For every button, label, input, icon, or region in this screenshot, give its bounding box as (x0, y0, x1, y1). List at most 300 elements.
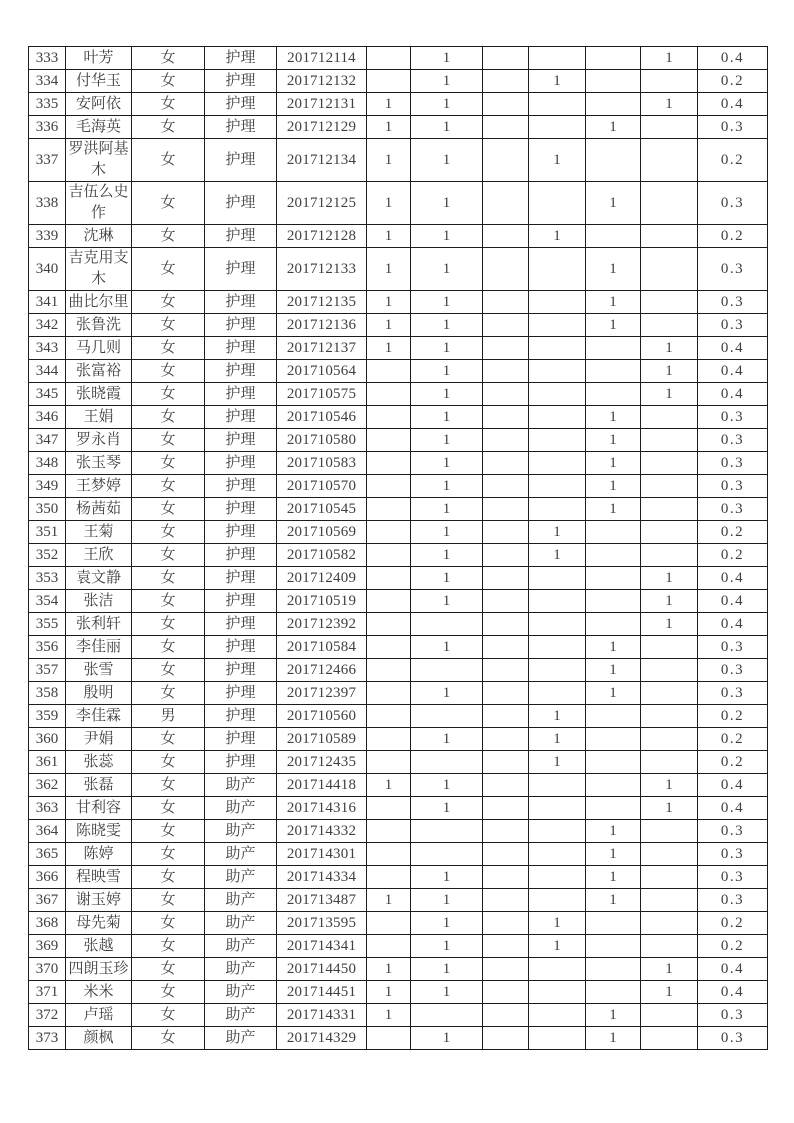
table-row (29, 866, 768, 889)
cell-mark-2: 1 (411, 521, 483, 544)
cell-mark-1 (367, 406, 411, 429)
cell-mark-5 (586, 225, 641, 248)
cell-name: 吉伍么史作 (66, 182, 132, 225)
cell-row-number: 368 (29, 912, 66, 935)
cell-name: 张越 (66, 935, 132, 958)
cell-name: 马几则 (66, 337, 132, 360)
cell-mark-3 (483, 544, 529, 567)
cell-mark-4: 1 (529, 521, 586, 544)
cell-name: 颜枫 (66, 1027, 132, 1050)
cell-major: 护理 (205, 337, 277, 360)
cell-name: 安阿依 (66, 93, 132, 116)
cell-mark-3 (483, 498, 529, 521)
cell-mark-1 (367, 567, 411, 590)
cell-row-number: 338 (29, 182, 66, 225)
cell-major: 护理 (205, 590, 277, 613)
cell-mark-3 (483, 182, 529, 225)
cell-name: 毛海英 (66, 116, 132, 139)
cell-mark-6 (641, 682, 698, 705)
cell-mark-1: 1 (367, 139, 411, 182)
cell-major: 护理 (205, 383, 277, 406)
cell-major: 护理 (205, 498, 277, 521)
cell-mark-2: 1 (411, 314, 483, 337)
cell-mark-1 (367, 751, 411, 774)
cell-mark-4: 1 (529, 935, 586, 958)
cell-mark-6 (641, 912, 698, 935)
cell-mark-2: 1 (411, 866, 483, 889)
cell-mark-3 (483, 935, 529, 958)
cell-mark-2 (411, 659, 483, 682)
cell-mark-6 (641, 935, 698, 958)
cell-score: 0.3 (698, 1004, 768, 1027)
roster-table (28, 46, 768, 1050)
cell-name: 罗永肖 (66, 429, 132, 452)
cell-mark-2: 1 (411, 475, 483, 498)
cell-student-id: 201710584 (277, 636, 367, 659)
cell-mark-5: 1 (586, 636, 641, 659)
cell-row-number: 348 (29, 452, 66, 475)
cell-mark-6 (641, 116, 698, 139)
cell-major: 护理 (205, 93, 277, 116)
cell-major: 助产 (205, 797, 277, 820)
cell-mark-5 (586, 705, 641, 728)
table-row (29, 182, 768, 225)
cell-mark-3 (483, 93, 529, 116)
cell-gender: 女 (132, 912, 205, 935)
cell-mark-5 (586, 567, 641, 590)
cell-major: 护理 (205, 567, 277, 590)
cell-mark-4 (529, 116, 586, 139)
cell-mark-3 (483, 429, 529, 452)
cell-gender: 女 (132, 248, 205, 291)
cell-mark-6 (641, 820, 698, 843)
cell-mark-1 (367, 360, 411, 383)
cell-mark-6 (641, 843, 698, 866)
cell-mark-6 (641, 636, 698, 659)
cell-student-id: 201710519 (277, 590, 367, 613)
cell-mark-1 (367, 498, 411, 521)
cell-mark-6: 1 (641, 360, 698, 383)
cell-name: 付华玉 (66, 70, 132, 93)
cell-row-number: 356 (29, 636, 66, 659)
cell-mark-3 (483, 314, 529, 337)
cell-score: 0.4 (698, 981, 768, 1004)
cell-mark-1 (367, 820, 411, 843)
cell-mark-2: 1 (411, 935, 483, 958)
cell-name: 沈琳 (66, 225, 132, 248)
cell-mark-4: 1 (529, 705, 586, 728)
cell-row-number: 372 (29, 1004, 66, 1027)
cell-mark-2: 1 (411, 590, 483, 613)
cell-major: 护理 (205, 751, 277, 774)
cell-mark-6 (641, 139, 698, 182)
cell-mark-6: 1 (641, 93, 698, 116)
cell-gender: 女 (132, 1027, 205, 1050)
cell-student-id: 201712409 (277, 567, 367, 590)
cell-mark-3 (483, 1004, 529, 1027)
table-row (29, 705, 768, 728)
cell-mark-5 (586, 935, 641, 958)
cell-mark-4 (529, 93, 586, 116)
cell-mark-1 (367, 843, 411, 866)
cell-mark-1: 1 (367, 1004, 411, 1027)
cell-mark-5: 1 (586, 452, 641, 475)
cell-gender: 女 (132, 360, 205, 383)
cell-name: 李佳丽 (66, 636, 132, 659)
cell-mark-4: 1 (529, 225, 586, 248)
table-row (29, 820, 768, 843)
cell-mark-3 (483, 452, 529, 475)
cell-student-id: 201712125 (277, 182, 367, 225)
cell-major: 助产 (205, 981, 277, 1004)
cell-major: 护理 (205, 182, 277, 225)
cell-mark-3 (483, 1027, 529, 1050)
cell-mark-2: 1 (411, 248, 483, 291)
cell-mark-5 (586, 912, 641, 935)
cell-major: 护理 (205, 682, 277, 705)
cell-mark-1: 1 (367, 958, 411, 981)
cell-row-number: 344 (29, 360, 66, 383)
cell-name: 卢瑶 (66, 1004, 132, 1027)
cell-mark-2: 1 (411, 636, 483, 659)
cell-mark-1 (367, 705, 411, 728)
cell-major: 护理 (205, 429, 277, 452)
cell-mark-3 (483, 958, 529, 981)
cell-student-id: 201710589 (277, 728, 367, 751)
cell-mark-3 (483, 475, 529, 498)
table-row (29, 567, 768, 590)
cell-mark-1 (367, 429, 411, 452)
cell-mark-2: 1 (411, 47, 483, 70)
table-row (29, 728, 768, 751)
cell-mark-5: 1 (586, 682, 641, 705)
cell-score: 0.3 (698, 659, 768, 682)
cell-mark-3 (483, 797, 529, 820)
cell-mark-2 (411, 751, 483, 774)
cell-gender: 女 (132, 521, 205, 544)
cell-mark-5 (586, 47, 641, 70)
cell-student-id: 201714451 (277, 981, 367, 1004)
cell-gender: 女 (132, 797, 205, 820)
cell-mark-1: 1 (367, 774, 411, 797)
cell-score: 0.3 (698, 248, 768, 291)
cell-mark-2: 1 (411, 544, 483, 567)
cell-mark-5: 1 (586, 866, 641, 889)
cell-gender: 女 (132, 751, 205, 774)
cell-major: 护理 (205, 406, 277, 429)
cell-name: 吉克用支木 (66, 248, 132, 291)
cell-mark-4: 1 (529, 728, 586, 751)
cell-mark-4 (529, 613, 586, 636)
cell-mark-5 (586, 590, 641, 613)
cell-row-number: 333 (29, 47, 66, 70)
cell-mark-6 (641, 659, 698, 682)
cell-row-number: 364 (29, 820, 66, 843)
table-row (29, 70, 768, 93)
cell-name: 米米 (66, 981, 132, 1004)
cell-mark-6 (641, 521, 698, 544)
table-row (29, 93, 768, 116)
cell-major: 助产 (205, 1027, 277, 1050)
cell-row-number: 371 (29, 981, 66, 1004)
cell-mark-5 (586, 360, 641, 383)
cell-mark-3 (483, 751, 529, 774)
cell-mark-2: 1 (411, 682, 483, 705)
cell-score: 0.2 (698, 935, 768, 958)
cell-mark-5 (586, 93, 641, 116)
cell-mark-1: 1 (367, 116, 411, 139)
cell-score: 0.2 (698, 912, 768, 935)
cell-student-id: 201710575 (277, 383, 367, 406)
cell-row-number: 373 (29, 1027, 66, 1050)
table-row (29, 337, 768, 360)
cell-score: 0.3 (698, 843, 768, 866)
cell-gender: 女 (132, 636, 205, 659)
cell-score: 0.4 (698, 567, 768, 590)
cell-score: 0.3 (698, 866, 768, 889)
cell-major: 护理 (205, 544, 277, 567)
cell-mark-5: 1 (586, 1027, 641, 1050)
cell-major: 助产 (205, 866, 277, 889)
cell-mark-4 (529, 659, 586, 682)
cell-score: 0.3 (698, 314, 768, 337)
table-row (29, 636, 768, 659)
cell-row-number: 367 (29, 889, 66, 912)
cell-student-id: 201710570 (277, 475, 367, 498)
cell-mark-2: 1 (411, 728, 483, 751)
cell-score: 0.4 (698, 613, 768, 636)
table-row (29, 406, 768, 429)
cell-student-id: 201714301 (277, 843, 367, 866)
table-row (29, 682, 768, 705)
cell-student-id: 201714332 (277, 820, 367, 843)
cell-mark-3 (483, 820, 529, 843)
cell-mark-2 (411, 1004, 483, 1027)
cell-score: 0.4 (698, 337, 768, 360)
cell-mark-3 (483, 116, 529, 139)
cell-student-id: 201714316 (277, 797, 367, 820)
cell-mark-4 (529, 182, 586, 225)
cell-mark-6: 1 (641, 797, 698, 820)
cell-student-id: 201710569 (277, 521, 367, 544)
cell-gender: 男 (132, 705, 205, 728)
cell-major: 护理 (205, 475, 277, 498)
cell-mark-4 (529, 383, 586, 406)
cell-student-id: 201714331 (277, 1004, 367, 1027)
cell-mark-2: 1 (411, 981, 483, 1004)
cell-name: 四朗玉珍 (66, 958, 132, 981)
cell-student-id: 201713487 (277, 889, 367, 912)
cell-mark-4: 1 (529, 139, 586, 182)
cell-mark-3 (483, 728, 529, 751)
cell-mark-5 (586, 728, 641, 751)
cell-score: 0.2 (698, 751, 768, 774)
cell-mark-6 (641, 182, 698, 225)
cell-gender: 女 (132, 116, 205, 139)
cell-mark-4: 1 (529, 544, 586, 567)
cell-mark-6: 1 (641, 958, 698, 981)
cell-student-id: 201714418 (277, 774, 367, 797)
cell-gender: 女 (132, 314, 205, 337)
cell-mark-5: 1 (586, 659, 641, 682)
cell-mark-4 (529, 452, 586, 475)
cell-row-number: 342 (29, 314, 66, 337)
cell-mark-5: 1 (586, 406, 641, 429)
cell-row-number: 370 (29, 958, 66, 981)
cell-row-number: 363 (29, 797, 66, 820)
cell-mark-5 (586, 337, 641, 360)
cell-row-number: 366 (29, 866, 66, 889)
cell-gender: 女 (132, 1004, 205, 1027)
cell-mark-5 (586, 797, 641, 820)
cell-mark-2: 1 (411, 889, 483, 912)
cell-mark-6 (641, 291, 698, 314)
cell-mark-4 (529, 337, 586, 360)
cell-mark-1 (367, 935, 411, 958)
cell-name: 叶芳 (66, 47, 132, 70)
cell-major: 护理 (205, 47, 277, 70)
cell-student-id: 201712435 (277, 751, 367, 774)
cell-score: 0.2 (698, 70, 768, 93)
cell-mark-5: 1 (586, 429, 641, 452)
cell-score: 0.4 (698, 797, 768, 820)
cell-mark-1: 1 (367, 314, 411, 337)
cell-gender: 女 (132, 866, 205, 889)
cell-mark-3 (483, 613, 529, 636)
cell-mark-1 (367, 452, 411, 475)
cell-name: 陈晓雯 (66, 820, 132, 843)
cell-mark-3 (483, 406, 529, 429)
cell-mark-5 (586, 981, 641, 1004)
cell-major: 助产 (205, 889, 277, 912)
table-row (29, 958, 768, 981)
cell-mark-2: 1 (411, 70, 483, 93)
cell-name: 罗洪阿基木 (66, 139, 132, 182)
cell-mark-2: 1 (411, 912, 483, 935)
cell-row-number: 337 (29, 139, 66, 182)
cell-gender: 女 (132, 728, 205, 751)
cell-student-id: 201710560 (277, 705, 367, 728)
cell-name: 张雪 (66, 659, 132, 682)
cell-score: 0.4 (698, 383, 768, 406)
cell-score: 0.3 (698, 429, 768, 452)
cell-score: 0.3 (698, 291, 768, 314)
cell-score: 0.3 (698, 406, 768, 429)
table-row (29, 314, 768, 337)
cell-mark-5: 1 (586, 314, 641, 337)
cell-name: 杨茜茹 (66, 498, 132, 521)
cell-mark-4 (529, 866, 586, 889)
cell-mark-4 (529, 498, 586, 521)
cell-row-number: 341 (29, 291, 66, 314)
cell-mark-2: 1 (411, 383, 483, 406)
cell-mark-4 (529, 820, 586, 843)
cell-row-number: 362 (29, 774, 66, 797)
table-row (29, 843, 768, 866)
cell-mark-2: 1 (411, 429, 483, 452)
cell-mark-6: 1 (641, 774, 698, 797)
cell-name: 程映雪 (66, 866, 132, 889)
cell-mark-4 (529, 682, 586, 705)
cell-mark-6 (641, 751, 698, 774)
table-row (29, 981, 768, 1004)
cell-mark-4 (529, 1004, 586, 1027)
cell-row-number: 352 (29, 544, 66, 567)
cell-mark-3 (483, 912, 529, 935)
cell-major: 助产 (205, 843, 277, 866)
cell-gender: 女 (132, 843, 205, 866)
cell-mark-2: 1 (411, 182, 483, 225)
cell-name: 张玉琴 (66, 452, 132, 475)
cell-mark-2: 1 (411, 774, 483, 797)
cell-mark-2 (411, 705, 483, 728)
cell-mark-3 (483, 843, 529, 866)
cell-student-id: 201712131 (277, 93, 367, 116)
cell-gender: 女 (132, 406, 205, 429)
cell-score: 0.3 (698, 116, 768, 139)
cell-mark-5: 1 (586, 498, 641, 521)
cell-mark-6 (641, 1027, 698, 1050)
cell-gender: 女 (132, 383, 205, 406)
cell-mark-2: 1 (411, 958, 483, 981)
cell-major: 护理 (205, 659, 277, 682)
cell-mark-3 (483, 337, 529, 360)
cell-score: 0.2 (698, 705, 768, 728)
cell-row-number: 349 (29, 475, 66, 498)
cell-major: 助产 (205, 1004, 277, 1027)
cell-gender: 女 (132, 475, 205, 498)
cell-gender: 女 (132, 820, 205, 843)
table-row (29, 429, 768, 452)
cell-mark-6 (641, 475, 698, 498)
cell-mark-1 (367, 521, 411, 544)
cell-student-id: 201714450 (277, 958, 367, 981)
table-row (29, 935, 768, 958)
cell-row-number: 351 (29, 521, 66, 544)
cell-mark-4 (529, 47, 586, 70)
cell-major: 护理 (205, 521, 277, 544)
cell-student-id: 201714329 (277, 1027, 367, 1050)
cell-name: 张洁 (66, 590, 132, 613)
cell-score: 0.4 (698, 774, 768, 797)
cell-score: 0.2 (698, 728, 768, 751)
cell-mark-4: 1 (529, 751, 586, 774)
cell-name: 谢玉婷 (66, 889, 132, 912)
cell-mark-6 (641, 225, 698, 248)
table-row (29, 291, 768, 314)
table-row (29, 521, 768, 544)
cell-mark-2: 1 (411, 498, 483, 521)
table-row (29, 889, 768, 912)
cell-score: 0.2 (698, 139, 768, 182)
cell-mark-1 (367, 636, 411, 659)
cell-mark-1 (367, 866, 411, 889)
cell-mark-6 (641, 314, 698, 337)
cell-mark-5: 1 (586, 116, 641, 139)
cell-major: 护理 (205, 248, 277, 291)
cell-mark-6 (641, 544, 698, 567)
cell-score: 0.4 (698, 47, 768, 70)
cell-gender: 女 (132, 613, 205, 636)
cell-mark-2: 1 (411, 93, 483, 116)
cell-mark-1: 1 (367, 248, 411, 291)
cell-mark-3 (483, 682, 529, 705)
cell-mark-5: 1 (586, 182, 641, 225)
table-row (29, 659, 768, 682)
table-row (29, 498, 768, 521)
cell-name: 张晓霞 (66, 383, 132, 406)
cell-mark-6: 1 (641, 981, 698, 1004)
